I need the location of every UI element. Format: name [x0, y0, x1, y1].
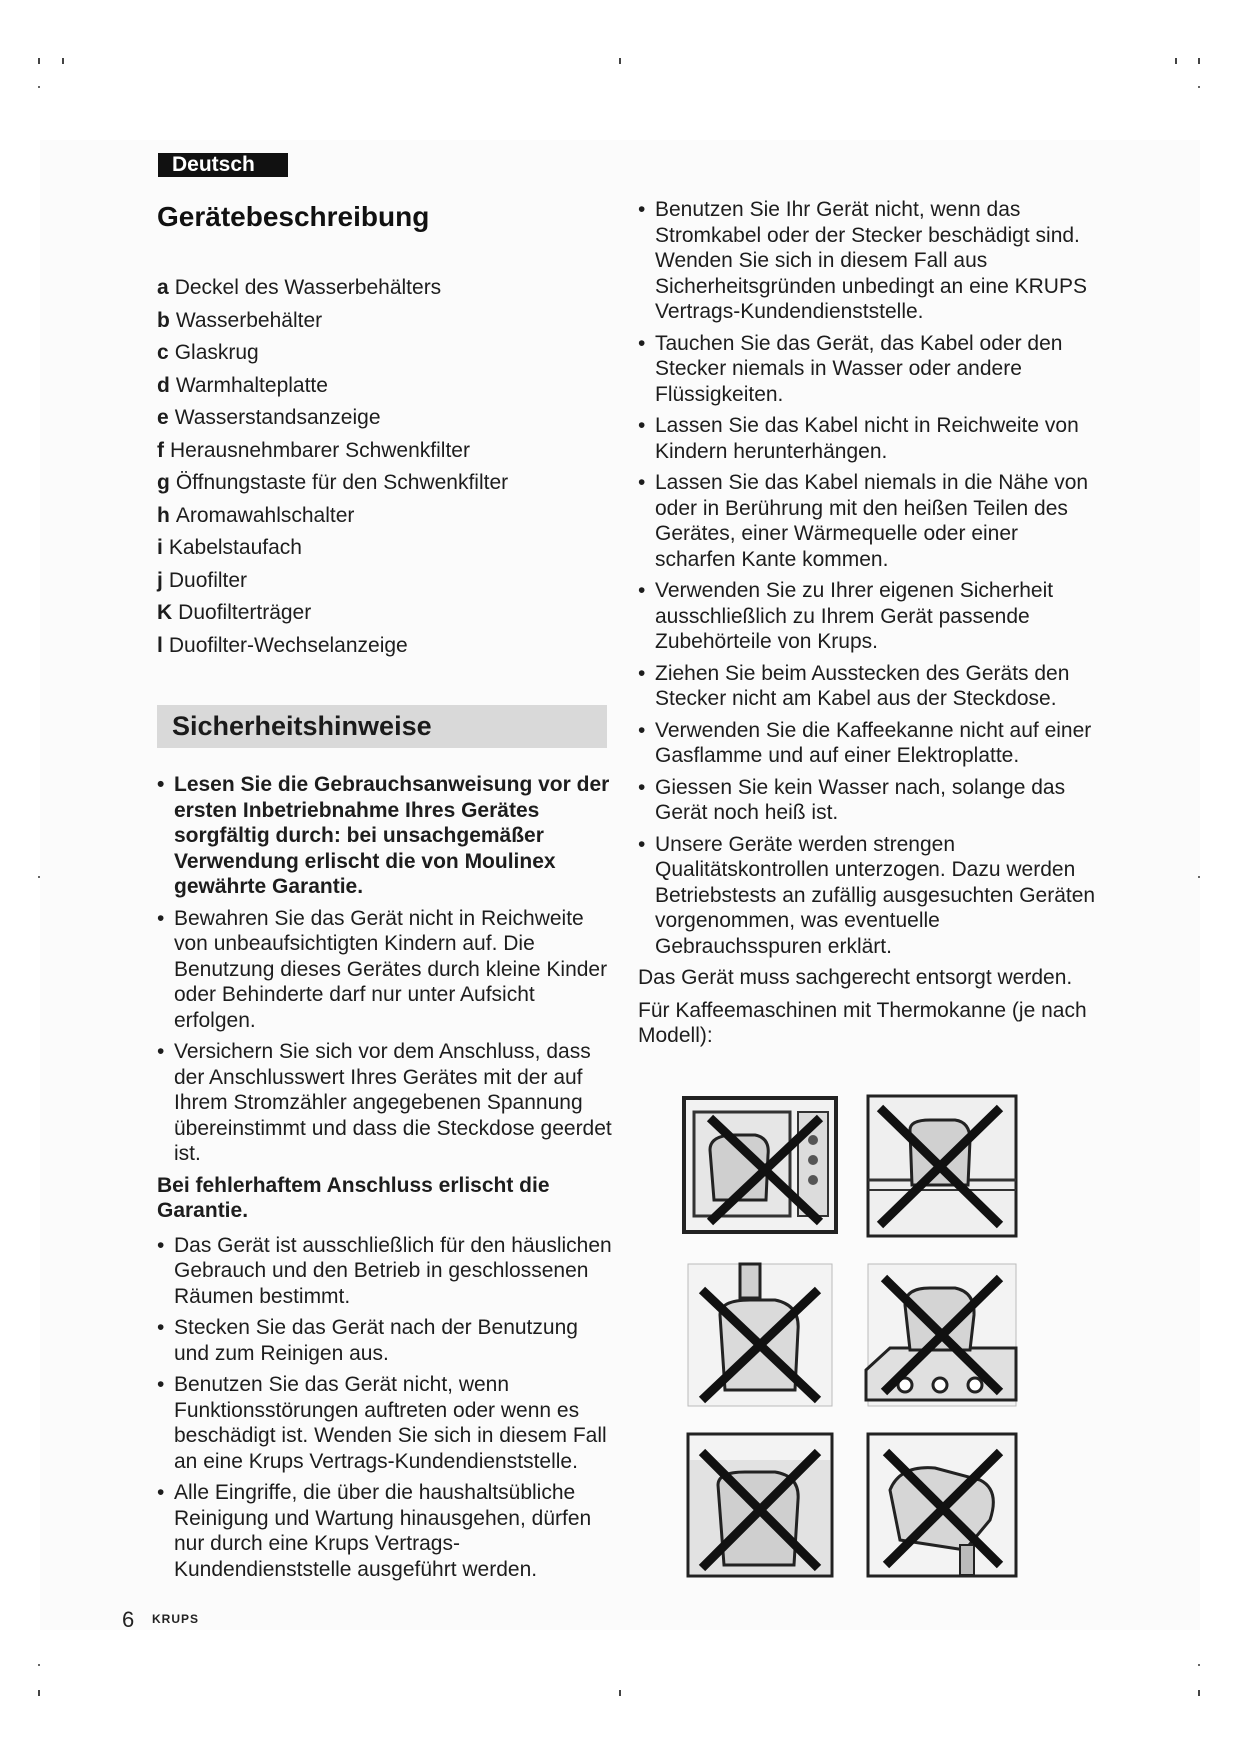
- part-letter: d: [157, 373, 170, 397]
- safety-bullet: • Verwenden Sie die Kaffeekanne nicht auf einer Gasflamme und auf einer Elektroplatte.: [638, 718, 1098, 769]
- part-item: [157, 565, 508, 598]
- part-label: Kabelstaufach: [168, 536, 302, 559]
- safety-bullet: • Alle Eingriffe, die über die haushaltsübliche Reinigung und Wartung hinausgehen, dürfen nur durch eine Krups Vertrags-Kundendienststelle ausgeführt werden.: [157, 1480, 617, 1582]
- section-title-safety: Sicherheitshinweise: [172, 711, 432, 741]
- safety-bullet: • Giessen Sie kein Wasser nach, solange das Gerät noch heiß ist.: [638, 775, 1098, 826]
- crop-mark: [38, 1690, 40, 1696]
- part-item: [157, 630, 508, 663]
- part-label: Öffnungstaste für den Schwenkfilter: [175, 471, 509, 494]
- part-letter: j: [157, 568, 163, 592]
- parts-list: [157, 272, 508, 662]
- safety-paragraph: Das Gerät muss sachgerecht entsorgt werden.: [638, 966, 1073, 989]
- safety-paragraph: Für Kaffeemaschinen mit Thermokanne (je nach Modell):: [638, 998, 1087, 1047]
- stove-prohibited-icon: [860, 1260, 1020, 1410]
- part-label: Duofilter: [168, 568, 248, 592]
- part-letter: K: [157, 601, 173, 624]
- part-item: [157, 532, 508, 565]
- dishwasher-prohibited-icon: [860, 1090, 1020, 1240]
- safety-bullet: • Unsere Geräte werden strengen Qualitätskontrollen unterzogen. Dazu werden Betriebstests an zufällig ausgesuchten Geräten vorgenommen, was eventuelle Gebrauchsspuren erklärt.: [638, 832, 1098, 960]
- safety-header: [157, 705, 607, 748]
- crop-mark: [1198, 58, 1200, 64]
- part-label: Warmhalteplatte: [175, 373, 328, 397]
- part-item: [157, 597, 508, 630]
- crop-mark: [38, 876, 40, 878]
- part-item: [157, 272, 508, 305]
- safety-bullet-bold: • Lesen Sie die Gebrauchsanweisung vor der ersten Inbetriebnahme Ihres Gerätes sorgfältig durch: bei unsachgemäßer Verwendung erlischt die von Moulinex gewährte Garantie.: [157, 772, 617, 900]
- part-item: [157, 467, 508, 500]
- crop-mark: [619, 58, 621, 64]
- part-label: Herausnehmbarer Schwenkfilter: [170, 438, 470, 462]
- part-letter: b: [157, 308, 170, 332]
- safety-bullet: • Benutzen Sie das Gerät nicht, wenn Funktionsstörungen auftreten oder wenn es beschädigt ist. Wenden Sie sich in diesem Fall an eine Krups Vertrags-Kundendienststelle.: [157, 1372, 617, 1474]
- part-label: Deckel des Wasserbehälters: [174, 276, 442, 299]
- part-label: Wasserstandsanzeige: [174, 406, 381, 429]
- crop-mark: [38, 58, 40, 64]
- brand-logo: KRUPS: [152, 1612, 200, 1626]
- safety-bullet: • Ziehen Sie beim Ausstecken des Geräts den Stecker nicht am Kabel aus der Steckdose.: [638, 661, 1098, 712]
- page-number: 6: [122, 1607, 135, 1632]
- safety-column-right: [638, 197, 1098, 1056]
- part-item: [157, 370, 508, 403]
- safety-bullet: • Versichern Sie sich vor dem Anschluss, dass der Anschlusswert Ihres Gerätes mit der auf Ihrem Stromzähler angegebenen Spannung übereinstimmt und dass die Steckdose geerdet ist.: [157, 1039, 617, 1167]
- part-item: [157, 500, 508, 533]
- immersion-prohibited-icon: [680, 1430, 840, 1580]
- tap-water-prohibited-icon: [680, 1260, 840, 1410]
- safety-bullet: • Benutzen Sie Ihr Gerät nicht, wenn das Stromkabel oder der Stecker beschädigt sind. Wenden Sie sich in diesem Fall aus Sicherheitsgründen unbedingt an eine KRUPS Vertrags-Kundendienststelle.: [638, 197, 1098, 325]
- part-letter: c: [157, 341, 169, 364]
- part-item: [157, 402, 508, 435]
- part-letter: g: [157, 471, 170, 494]
- part-item: [157, 337, 508, 370]
- part-label: Duofilterträger: [178, 601, 312, 624]
- part-label: Aromawahlschalter: [175, 503, 355, 527]
- illustrations: [680, 1090, 1040, 1610]
- safety-bullet: • Verwenden Sie zu Ihrer eigenen Sicherheit ausschließlich zu Ihrem Gerät passende Zubehörteile von Krups.: [638, 578, 1098, 655]
- safety-bullet: • Tauchen Sie das Gerät, das Kabel oder den Stecker niemals in Wasser oder andere Flüssigkeiten.: [638, 331, 1098, 408]
- part-letter: h: [157, 503, 170, 527]
- crop-mark: [1198, 1690, 1200, 1696]
- language-tag: Deutsch: [158, 153, 288, 177]
- safety-bullet: • Stecken Sie das Gerät nach der Benutzung und zum Reinigen aus.: [157, 1315, 617, 1366]
- part-label: Wasserbehälter: [175, 308, 323, 332]
- crop-mark: [1175, 58, 1177, 64]
- safety-bullet: • Das Gerät ist ausschließlich für den häuslichen Gebrauch und den Betrieb in geschlossenen Räumen bestimmt.: [157, 1233, 617, 1310]
- section-title-device-description: Gerätebeschreibung: [157, 201, 430, 232]
- part-letter: i: [157, 536, 163, 559]
- safety-column-left: [157, 772, 617, 1588]
- part-letter: l: [157, 633, 163, 657]
- safety-bullet: • Lassen Sie das Kabel nicht in Reichweite von Kindern herunterhängen.: [638, 413, 1098, 464]
- safety-note-bold: Bei fehlerhaftem Anschluss erlischt die Garantie.: [157, 1173, 550, 1222]
- crop-mark: [38, 86, 40, 88]
- part-letter: e: [157, 406, 169, 429]
- crop-mark: [38, 1664, 40, 1666]
- safety-bullet: • Bewahren Sie das Gerät nicht in Reichweite von unbeaufsichtigten Kindern auf. Die Benutzung dieses Gerätes durch kleine Kinder oder Behinderte darf nur unter Aufsicht erfolgen.: [157, 906, 617, 1034]
- part-letter: a: [157, 276, 169, 299]
- part-item: [157, 435, 508, 468]
- part-item: [157, 305, 508, 338]
- pouring-hot-prohibited-icon: [860, 1430, 1020, 1580]
- crop-mark: [1198, 86, 1200, 88]
- crop-mark: [1198, 876, 1200, 878]
- part-label: Glaskrug: [174, 341, 259, 364]
- crop-mark: [1198, 1664, 1200, 1666]
- microwave-prohibited-icon: [680, 1090, 840, 1240]
- crop-mark: [62, 58, 64, 64]
- safety-bullet: • Lassen Sie das Kabel niemals in die Nähe von oder in Berührung mit den heißen Teilen des Gerätes, einer Wärmequelle oder einer scharfen Kante kommen.: [638, 470, 1098, 572]
- part-letter: f: [157, 438, 164, 462]
- crop-mark: [619, 1690, 621, 1696]
- part-label: Duofilter-Wechselanzeige: [168, 633, 408, 657]
